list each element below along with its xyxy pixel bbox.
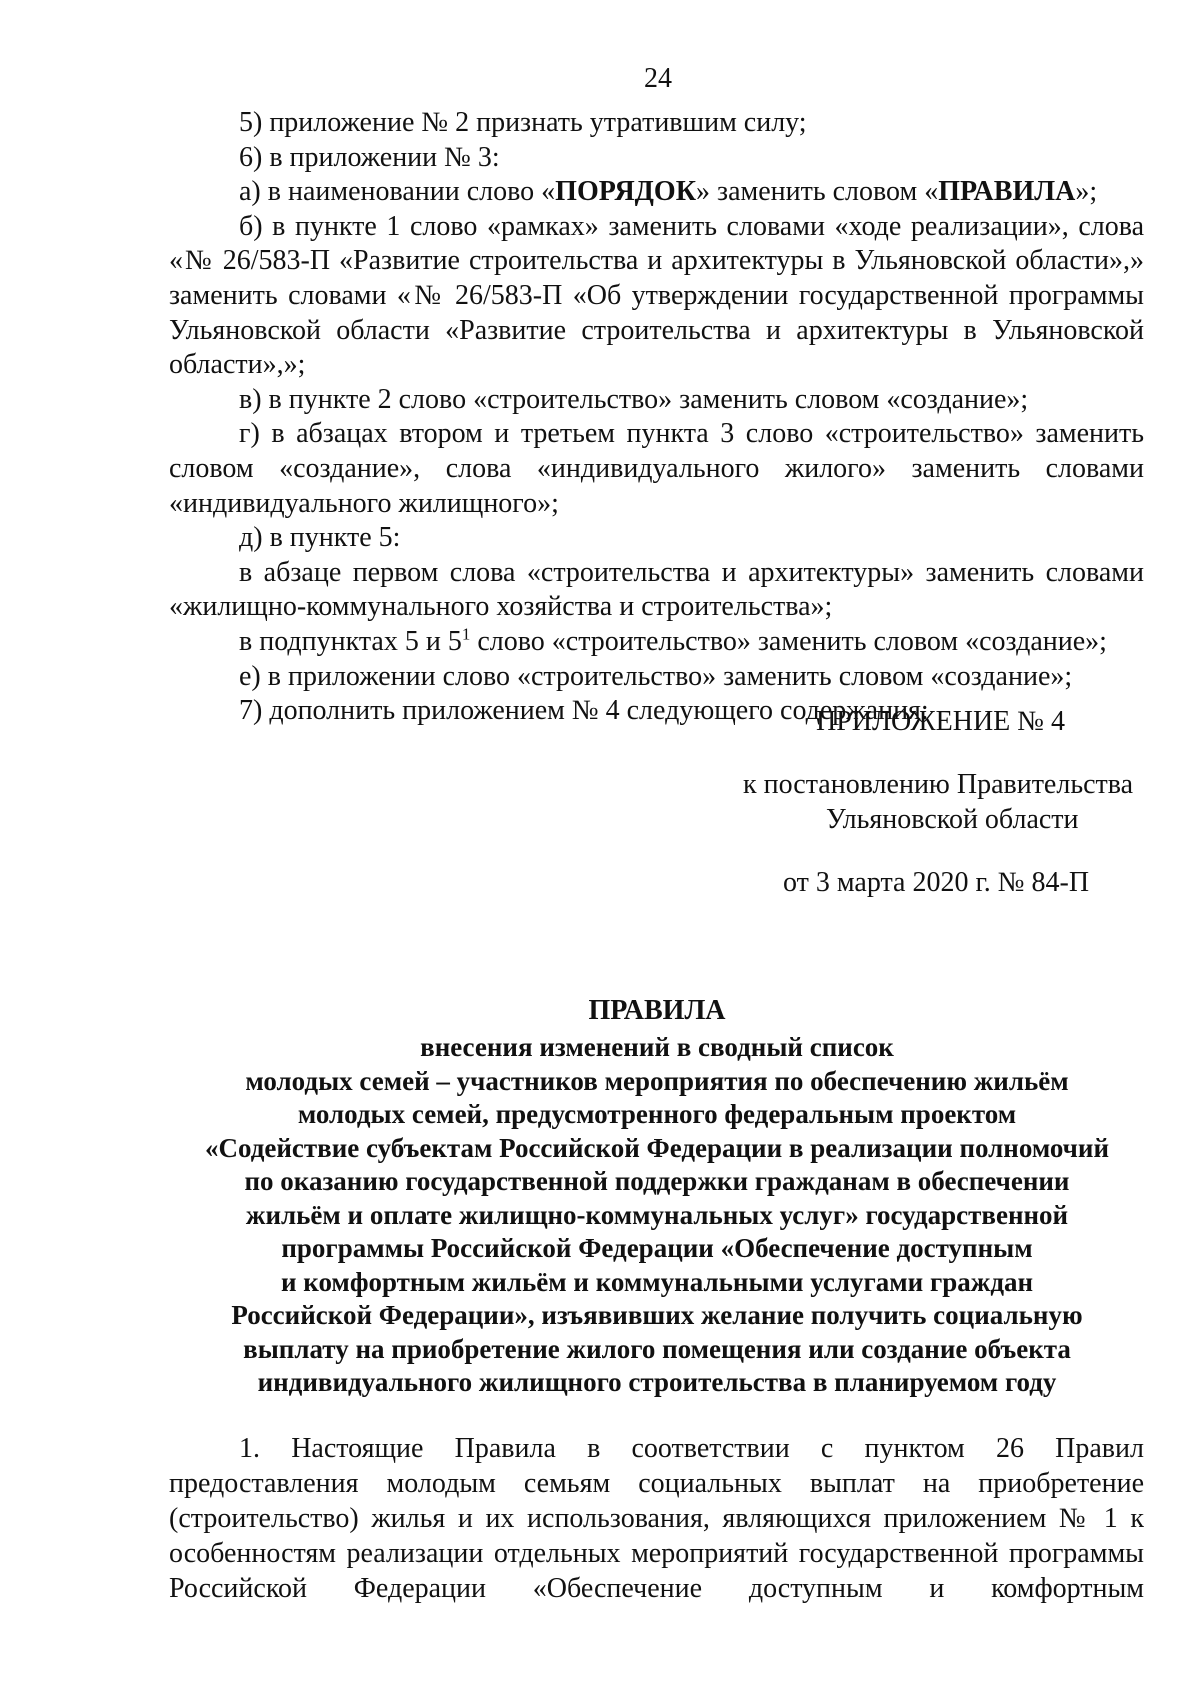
rules-title-line: и комфортным жильём и коммунальными услугами граждан xyxy=(280,1266,1034,1297)
appendix-ref-line1: к постановлению Правительства xyxy=(743,769,1134,800)
appendix-date: от 3 марта 2020 г. № 84-П xyxy=(783,867,1090,898)
amendment-item-6d-para1: в абзаце первом слова «строительства и архитектуры» заменить словами «жилищно-коммунального хозяйства и строительства»; xyxy=(169,556,1144,623)
rules-title-line: внесения изменений в сводный список xyxy=(420,1032,894,1062)
rules-title-line: жильём и оплате жилищно-коммунальных услуг» государственной xyxy=(245,1199,1069,1230)
amendment-item-7: 7) дополнить приложением № 4 следующего содержания: xyxy=(239,695,929,727)
amendment-item-6d: д) в пункте 5: xyxy=(239,522,401,554)
appendix-ref-line2: Ульяновской области xyxy=(826,804,1079,835)
bold-term-pravila: ПРАВИЛА xyxy=(938,176,1076,208)
page-number: 24 xyxy=(644,63,672,94)
amendment-item-6g: г) в абзацах втором и третьем пункта 3 слово «строительство» заменить словом «создание», слова «индивидуального жилого» заменить словами «индивидуального жилищного»; xyxy=(169,418,1144,519)
rules-title-line: индивидуального жилищного строительства в планируемом году xyxy=(257,1367,1057,1397)
amendments-list xyxy=(169,106,1144,729)
amendment-item-6e: е) в приложении слово «строительство» заменить словом «создание»; xyxy=(239,660,1073,692)
rules-title-line: программы Российской Федерации «Обеспечение доступным xyxy=(281,1233,1033,1263)
bold-term-poryadok: ПОРЯДОК xyxy=(555,176,697,208)
amendment-text: слово «строительство» заменить словом «создание»; xyxy=(470,625,1107,657)
appendix-title: ПРИЛОЖЕНИЕ № 4 xyxy=(816,706,1065,737)
amendment-text: » заменить словом « xyxy=(696,176,939,208)
amendment-item-6v: в) в пункте 2 слово «строительство» заменить словом «создание»; xyxy=(239,383,1029,415)
rules-title-line: молодых семей – участников мероприятия по обеспечению жильём xyxy=(245,1065,1069,1096)
amendment-item-6a xyxy=(169,175,1144,210)
amendment-text: а) в наименовании слово « xyxy=(239,176,556,208)
rules-section-1 xyxy=(169,1431,1144,1606)
amendment-item-5: 5) приложение № 2 признать утратившим силу; xyxy=(239,107,807,138)
amendment-item-6d-subitems xyxy=(169,625,1144,660)
rules-title-line: молодых семей, предусмотренного федеральным проектом xyxy=(297,1099,1017,1129)
rules-title-line: «Содействие субъектам Российской Федерации в реализации полномочий xyxy=(204,1132,1110,1163)
rules-title-main: ПРАВИЛА xyxy=(588,995,726,1026)
rules-title-line: Российской Федерации», изъявивших желание получить социальную xyxy=(231,1300,1083,1330)
amendment-item-6: 6) в приложении № 3: xyxy=(239,141,500,173)
rules-paragraph-1: 1. Настоящие Правила в соответствии с пунктом 26 Правил предоставления молодым семьям социальных выплат на приобретение (строительство) жилья и их использования, являющихся приложением № 1 к особенностям реализации отдельных мероприятий государственной программы Российской Федерации «Обеспечение доступным и комфортным xyxy=(169,1433,1144,1604)
amendment-item-6b: б) в пункте 1 слово «рамках» заменить словами «ходе реализации», слова «№ 26/583-П «Развитие строительства и архитектуры в Ульяновской области»,» заменить словами «№ 26/583-П «Об утверждении государственной программы Ульяновской области «Развитие строительства и архитектуры в Ульяновской области»,»; xyxy=(169,210,1144,381)
rules-title-line: по оказанию государственной поддержки гражданам в обеспечении xyxy=(244,1166,1070,1196)
amendment-text: »; xyxy=(1075,176,1098,208)
rules-title xyxy=(160,993,1154,1400)
amendment-text: в подпунктах 5 и 5 xyxy=(239,625,462,657)
rules-title-line: выплату на приобретение жилого помещения или создание объекта xyxy=(243,1333,1071,1364)
superscript: 1 xyxy=(461,624,471,644)
